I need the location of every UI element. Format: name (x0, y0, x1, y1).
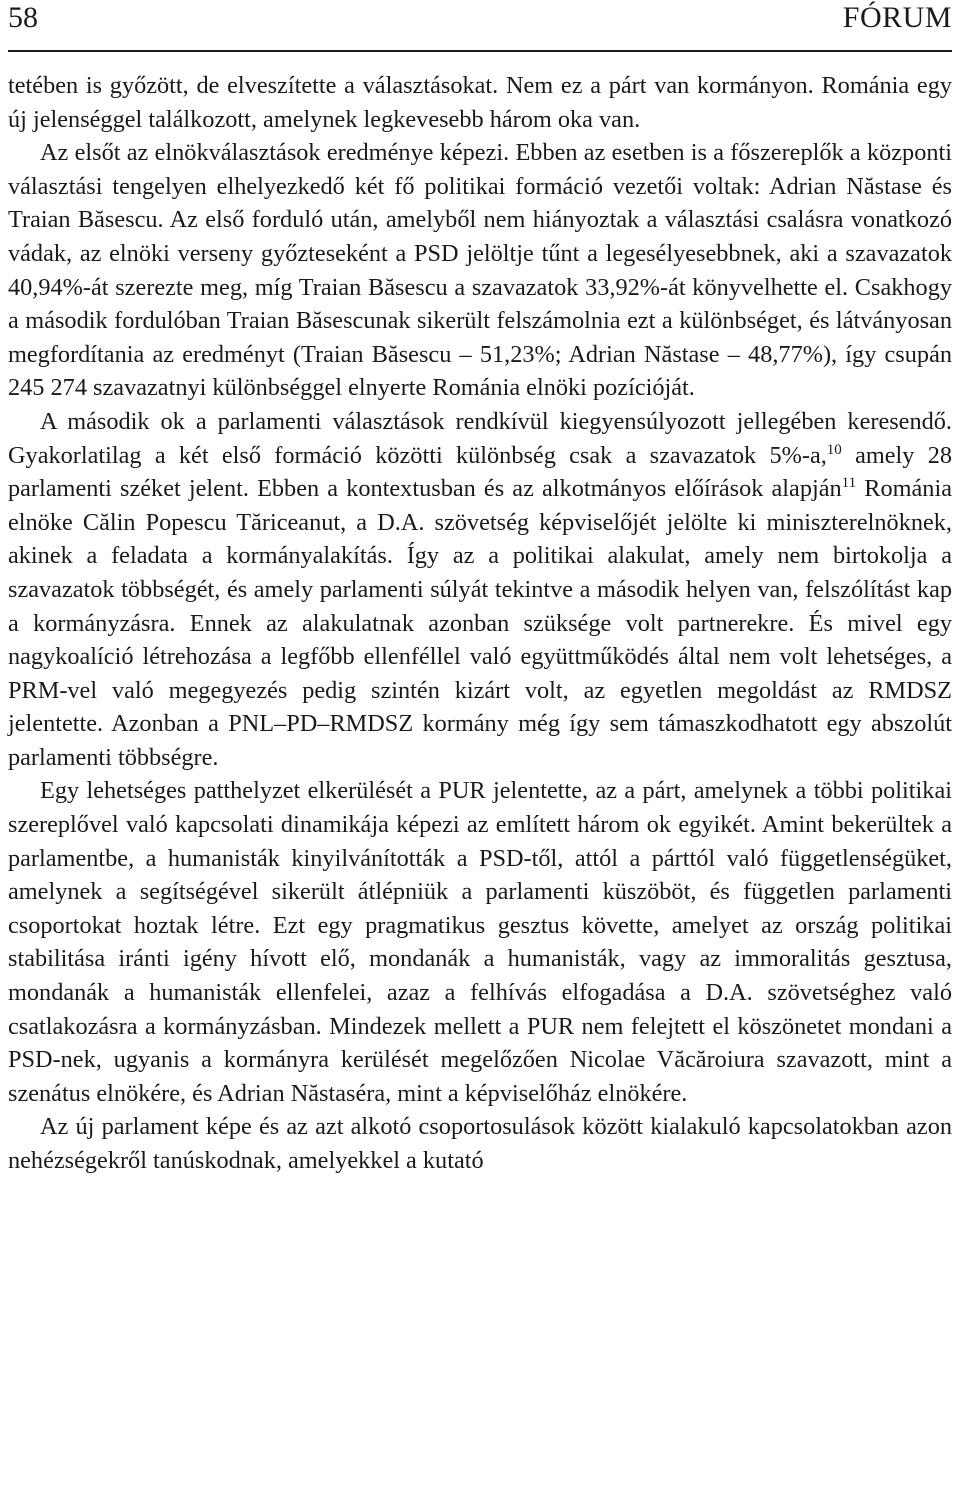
body-text (8, 69, 952, 1178)
paragraph-pur: Egy lehetséges patthelyzet elkerülését a PUR jelentette, az a párt, amelynek a többi politikai szereplővel való kapcsolati dinamikája képezi az említett három ok egyikét. Amint bekerültek a parlamentbe, a humanisták kinyilvánították a PSD-től, attól a párttól való függetlenségüket, amelynek a segítségével sikerült átlépniük a parlamenti küszöböt, és független parlamenti csoportokat hoztak létre. Ezt egy pragmatikus gesztus követte, amelyet az ország politikai stabilitása iránti igény hívott elő, mondanák a humanisták, vagy az immoralitás gesztusa, mondanák a humanisták ellenfelei, azaz a felhívás elfogadása a D.A. szövetséghez való csatlakozásra a kormányzásban. Mindezek mellett a PUR nem felejtett el köszönetet mondani a PSD-nek, ugyanis a kormányra kerülését megelőzően Nicolae Văcăroiura szavazott, mint a szenátus elnökére, és Adrian Năstaséra, mint a képviselőház elnökére. (8, 777, 952, 1107)
paragraph-text-part: Románia elnöke Călin Popescu Tăriceanut, a D.A. szövetség képviselőjét jelölte ki miniszterelnöknek, akinek a feladata a kormányalakítás. Így az a politikai alakulat, amely nem birtokolja a szavazatok többségét, és amely parlamenti súlyát tekintve a második helyen van, felszólítást kap a kormányzásra. Ennek az alakulatnak azonban szüksége volt partnerekre. És mivel egy nagykoalíció létrehozása a legfőbb ellenféllel való együttműködés által nem volt lehetséges, a PRM-vel való megegyezés pedig szintén kizárt volt, az egyetlen megoldást az RMDSZ jelentette. Azonban a PNL–PD–RMDSZ kormány még így sem támaszkodhatott egy abszolút parlamenti többségre. (8, 475, 952, 771)
paragraph-second-reason (8, 405, 952, 775)
paragraph-new-parliament: Az új parlament képe és az azt alkotó csoportosulások között kialakuló kapcsolatokban azon nehézségekről tanúskodnak, amelyekkel a kutató (8, 1113, 952, 1174)
page-number: 58 (8, 1, 38, 34)
paragraph-first-reason: Az elsőt az elnökválasztások eredménye képezi. Ebben az esetben is a főszereplők a központi választási tengelyen elhelyezkedő két fő politikai formáció vezetői voltak: Adrian Năstase és Traian Băsescu. Az első forduló után, amelyből nem hiányoztak a választási csalásra vonatkozó vádak, az elnöki verseny győzteseként a PSD jelöltje tűnt a legesélyesebbnek, aki a szavazatok 40,94%-át szerezte meg, míg Traian Băsescu a szavazatok 33,92%-át könyvelhette el. Csakhogy a második fordulóban Traian Băsescunak sikerült felszámolnia ezt a különbséget, és látványosan megfordítania az eredményt (Traian Băsescu – 51,23%; Adrian Năstase – 48,77%), így csupán 245 274 szavazatnyi különbséggel elnyerte Románia elnöki pozícióját. (8, 139, 952, 402)
footnote-ref-11: 11 (841, 475, 857, 492)
running-title: FÓRUM (842, 1, 952, 34)
paragraph-text-part: amely 28 parlamenti széket jelent. Ebben a kontextusban és az alkotmányos előírások alapján (8, 441, 952, 503)
footnote-ref-10: 10 (826, 441, 842, 458)
paragraph-text-part: A második ok a parlamenti választások rendkívül kiegyensúlyozott jellegében keresendő. Gyakorlatilag a két első formáció közötti különbség csak a szavazatok 5%-a, (8, 407, 952, 469)
page-header (8, 0, 952, 52)
paragraph-continuation: tetében is győzött, de elveszítette a választásokat. Nem ez a párt van kormányon. Románia egy új jelenséggel találkozott, amelynek legkevesebb három oka van. (8, 72, 952, 133)
